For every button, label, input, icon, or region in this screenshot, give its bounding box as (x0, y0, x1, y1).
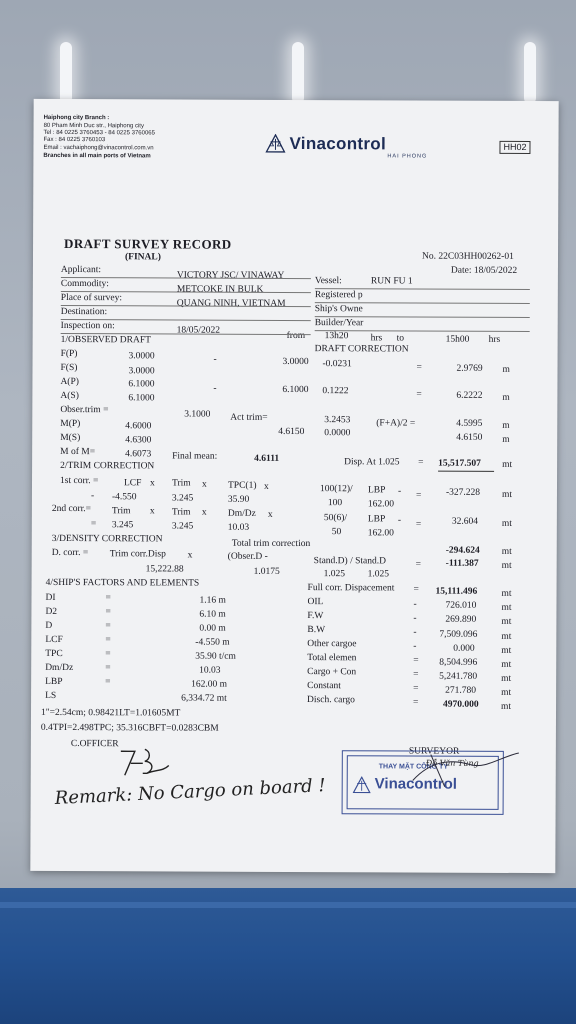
total-trim-unit: mt (501, 546, 512, 557)
elem-label-total: Total elemen (307, 653, 357, 664)
surveyor-signature-icon (411, 751, 521, 791)
hrs-label: hrs (370, 333, 383, 344)
disp-value: 15,517.507 (438, 458, 481, 469)
place-label: Place of survey: (60, 292, 123, 304)
frac1-bottom: 100 (327, 498, 343, 509)
ceiling-light (524, 42, 536, 104)
surveyor-name: Đỗ Văn Tùng (425, 758, 479, 768)
lbp-value-2: 162.00 (367, 528, 394, 539)
elem-label-bw: B.W (307, 625, 326, 636)
conversion-line-1: 1"=2.54cm; 0.98421LT=1.01605MT (40, 707, 181, 719)
total-trim-label: Total trim correction (231, 538, 311, 550)
frac1-lbp: LBP (367, 485, 386, 496)
branch-address: 80 Pham Minh Duc str., Haiphong city (43, 122, 144, 130)
f-mid: 3.0000 (282, 356, 309, 368)
scales-logo-icon (265, 134, 285, 154)
commodity-value: METCOKE IN BULK (176, 284, 264, 295)
record-date: Date: 18/05/2022 (450, 265, 518, 276)
trim-section: 2/TRIM CORRECTION (60, 460, 155, 472)
act-trim-label: Act trim= (230, 412, 268, 423)
to-time: 15h00 (445, 334, 470, 345)
ap-dash: - (213, 383, 217, 394)
dmdz-value: 10.03 (227, 522, 250, 533)
factor-value-ls: 6,334.72 mt (181, 693, 227, 704)
fs-value: 3.0000 (128, 366, 155, 377)
elem-value-total: 8,504.996 (439, 657, 478, 668)
to-label: to (396, 333, 405, 344)
d-corr-unit: mt (501, 560, 512, 571)
total-trim-value: -294.624 (445, 545, 480, 556)
f-correction: -0.0231 (322, 359, 352, 370)
second-corr-result: 32.604 (451, 516, 478, 527)
elem-unit-total: mt (501, 659, 512, 670)
elem-label-other: Other cargoe (307, 639, 357, 650)
a-mid: 6.1000 (282, 384, 309, 396)
stamp-scales-icon (353, 776, 371, 794)
vessel-value: RUN FU 1 (370, 276, 413, 287)
ms-unit: m (502, 434, 510, 445)
m-correction: 0.0000 (324, 428, 351, 439)
factor-label-dmdz: Dm/Dz (45, 662, 74, 674)
vessel-label: Vessel: (314, 276, 342, 287)
f-eq: = (416, 362, 422, 373)
surveyor-label: SURVEYOR (408, 746, 460, 757)
first-corr-unit: mt (501, 489, 513, 500)
frac2-bottom: 50 (331, 527, 342, 538)
mp-unit: m (502, 420, 510, 431)
elem-value-bw: 7,509.096 (439, 629, 478, 640)
destination-label: Destination: (60, 306, 108, 318)
remark-handwritten: Remark: No Cargo on board ! (54, 775, 327, 810)
first-corr-result: -327.228 (445, 487, 481, 498)
elem-value-cargo: 5,241.780 (439, 671, 478, 682)
disp-unit: mt (502, 459, 513, 470)
page-title: DRAFT SURVEY RECORD (64, 235, 232, 252)
density-formula-c: (Obser.D - (227, 551, 268, 562)
record-number: No. 22C03HH00262-01 (421, 251, 514, 262)
d-corr-value: -111.387 (445, 558, 479, 569)
final-mean-value: 4.6111 (254, 453, 280, 464)
factors-section: 4/SHIP'S FACTORS AND ELEMENTS (45, 577, 200, 589)
ap-value: 6.1000 (128, 379, 155, 390)
trim-label-2: Trim (111, 506, 131, 517)
trim-label-3: Trim (171, 507, 191, 518)
obser-d: 1.0175 (253, 566, 280, 577)
frac2-top: 50(6)/ (323, 513, 348, 524)
applicant-label: Applicant: (60, 264, 102, 276)
officer-signature-icon (117, 745, 173, 785)
factor-label-tpc: TPC (45, 648, 63, 659)
factor-value-lbp: 162.00 m (191, 679, 228, 690)
obser-trim-value: 3.1000 (184, 409, 211, 420)
elem-value-other: 0.000 (453, 643, 475, 654)
fs-label: F(S) (60, 362, 78, 374)
density-disp: 15,222.88 (145, 564, 184, 575)
second-trim-a: 3.245 (111, 520, 134, 531)
blue-signboard (0, 888, 576, 1024)
factor-label-lcf: LCF (45, 634, 63, 645)
second-corr-unit: mt (501, 518, 512, 529)
elem-value-disch: 4970.000 (443, 699, 479, 710)
elem-value-oil: 726.010 (445, 600, 477, 611)
elem-unit-oil: mt (501, 602, 512, 613)
obser-trim-label: Obser.trim = (60, 404, 109, 416)
frac1-top: 100(12)/ (319, 484, 353, 495)
factor-value-lcf: -4.550 m (195, 637, 230, 648)
d-corr-label: D. corr. = (51, 547, 89, 559)
branch-email: Email : vachaiphong@vinacontrol.com.vn (43, 144, 154, 152)
m-mid: 4.6150 (278, 426, 305, 438)
mp-label: M(P) (60, 418, 81, 430)
elem-value-constant: 271.780 (445, 685, 477, 696)
ceiling-light (292, 42, 304, 104)
conversion-line-2: 0.4TPI=2.498TPC; 35.316CBFT=0.0283CBM (40, 722, 219, 734)
trim-label: Trim (171, 478, 191, 489)
logo-city: HAI PHONG (387, 153, 428, 160)
density-formula-a: Trim corr.Disp (109, 549, 166, 560)
elem-unit-constant: mt (501, 687, 512, 698)
lcf-value: -4.550 (111, 492, 137, 503)
factor-value-d2: 6.10 m (199, 609, 226, 620)
elem-label-cargo: Cargo + Con (307, 667, 357, 678)
ceiling-light (60, 42, 72, 104)
fp-value: 3.0000 (128, 351, 155, 362)
fp-dash: - (213, 354, 217, 365)
elem-label-constant: Constant (307, 681, 341, 692)
stamp-logo: Vinacontrol (374, 775, 457, 793)
first-corr-label: 1st corr. = (59, 475, 99, 487)
dmdz-label: Dm/Dz (227, 508, 256, 519)
branch-note: Branches in all main ports of Vietnam (43, 152, 151, 160)
page-subtitle: (FINAL) (124, 252, 161, 263)
m-of-m-label: M of M= (60, 446, 96, 458)
density-section: 3/DENSITY CORRECTION (51, 533, 163, 545)
factor-label-d2: D2 (45, 606, 58, 617)
elem-label-full: Full corr. Dispacement (307, 583, 395, 594)
from-time: 13h20 (324, 331, 349, 342)
ms-value: 4.6300 (125, 435, 152, 446)
commodity-label: Commodity: (60, 278, 109, 290)
elem-unit-bw: mt (501, 631, 512, 642)
stamp-text: THAY MẶT CÔNG TY (378, 763, 449, 771)
elem-unit-other: mt (501, 645, 512, 656)
factor-value-d: 0.00 m (199, 623, 226, 634)
lbp-value: 162.00 (367, 499, 395, 510)
second-corr-label: 2nd corr.= (51, 503, 92, 515)
a-unit: m (502, 392, 510, 403)
factor-label-di: DI (45, 592, 56, 603)
hrs-label-2: hrs (488, 334, 501, 345)
act-trim-value: 3.2453 (324, 415, 351, 426)
lcf-label: LCF (123, 478, 142, 489)
elem-label-fw: F.W (307, 611, 324, 622)
a-eq: = (416, 389, 422, 400)
survey-document: Haiphong city Branch : 80 Pham Minh Duc str., Haiphong city Tel : 84 0225 3760453 - 84 0225 3760065 Fax : 84 0225 3760103 Email : vachaiphong@vinacontrol.com.vn Branches in all main ports of Vietnam Vinacontrol HAI PHONG HH02 DRAFT SURVEY RECORD (FINAL) No. 22C03HH00262-01 Date: 18/05/2022 Applicant: VICTORY JSC/ VINAWAY Commodity: METCOKE IN BULK Place of survey: QUANG NINH, VIETNAM Destination: Inspection on: 18/05/2022 Vessel: RUN FU 1 Registered p Ship's Owne Builder/Year from 13h20 hrs to 15h00 hrs 1/OBSERVED DRAFT DRAFT CORRECTION F(P) 3.0000 - F(S) 3.0000 3.0000 -0.0231 = 2.9769 m A(P) 6.1000 - A(S) 6.1000 6.1000 0.1222 = 6.2222 m Obser.trim = 3.1000 Act trim= 3.2453 (F+A)/2 = M(P) 4.6000 4.5995 m M(S) 4.6300 4.6150 0.0000 4.6150 m M of M= 4.6073 Final mean: 4.6111 Disp. At 1.025 = 15,517.507 mt 2/TRIM CORRECTION 1st corr. = LCF x Trim x TPC(1) x - -4.550 3.245 35.90 100(12)/ LBP - 100 162.00 = -327.228 mt 2nd corr.= Trim x Trim x Dm/Dz x = 3.245 3.245 10.03 50(6)/ LBP - 50 162.00 = 32.604 mt 3/DENSITY CORRECTION Total trim correction -294.624 mt D. corr. = Trim corr.Disp x (Obser.D - Stand.D) / Stand.D = -111.387 mt 15,222.88 1.0175 1.025 1.025 4/SHIP'S FACTORS AND ELEMENTS DI = 1.16 m D2 = 6.10 m D = 0.00 m LCF = -4.550 m TPC = 35.90 t/cm Dm/Dz = 10.03 LBP = 162.00 m LS 6,334.72 mt Full corr. Dispacement = 15,111.496 mt OIL - 726.010 mt F.W - 269.890 mt B.W - 7,509.096 mt Other cargoe - 0.000 mt Total elemen = 8,504.996 mt Cargo + Con = 5,241.780 mt Constant = 271.780 mt Disch. cargo = 4970.000 mt 1"=2.54cm; 0.98421LT=1.01605MT 0.4TPI=2.498TPC; 35.316CBFT=0.0283CBM C.OFFICER SURVEYOR THAY MẶT CÔNG TY Vinacontrol Đỗ Văn Tùng Remark: No Cargo on board ! (30, 99, 558, 873)
elem-unit-disch: mt (501, 701, 512, 712)
f-unit: m (502, 364, 510, 375)
disp-label: Disp. At 1.025 (344, 457, 400, 468)
frac2-lbp: LBP (367, 514, 386, 525)
elem-unit-fw: mt (501, 616, 512, 627)
from-label: from (286, 330, 306, 342)
builder-label: Builder/Year (314, 318, 364, 329)
factor-value-dmdz: 10.03 (199, 665, 221, 676)
elem-unit-full: mt (501, 588, 512, 599)
fp-label: F(P) (60, 348, 78, 360)
m-of-m-value: 4.6073 (125, 449, 152, 460)
second-trim-b: 3.245 (171, 521, 194, 532)
elem-label-disch: Disch. cargo (307, 695, 355, 706)
branch-tel: Tel : 84 0225 3760453 - 84 0225 3760065 (43, 129, 155, 137)
form-code: HH02 (499, 141, 530, 154)
stand-d-2: 1.025 (367, 569, 390, 580)
officer-label: C.OFFICER (70, 739, 119, 750)
factor-label-lbp: LBP (45, 676, 63, 687)
density-formula-d: Stand.D) / Stand.D (313, 556, 387, 567)
a-correction: 0.1222 (322, 386, 349, 397)
place-value: QUANG NINH, VIETNAM (176, 298, 286, 309)
elem-label-oil: OIL (307, 597, 324, 608)
factor-label-ls: LS (45, 690, 57, 701)
stand-d-1: 1.025 (323, 569, 346, 580)
applicant-value: VICTORY JSC/ VINAWAY (176, 270, 285, 281)
f-result: 2.9769 (456, 363, 483, 374)
inspection-date: 18/05/2022 (176, 325, 220, 336)
branch-name: Haiphong city Branch : (43, 114, 110, 122)
elem-value-fw: 269.890 (445, 614, 477, 625)
as-label: A(S) (60, 390, 79, 402)
mp-result: 4.5995 (456, 418, 483, 429)
trim-value: 3.245 (171, 493, 194, 504)
elem-value-full: 15,111.496 (435, 586, 478, 597)
final-mean-label: Final mean: (172, 451, 218, 462)
inspection-label: Inspection on: (60, 320, 115, 332)
ap-label: A(P) (60, 376, 79, 388)
branch-fax: Fax : 84 0225 3760103 (43, 136, 106, 144)
mid-formula: (F+A)/2 = (376, 418, 416, 429)
density-formula-b: x (187, 550, 193, 561)
owner-label: Ship's Owne (314, 304, 363, 315)
tpc1-label: TPC(1) (227, 480, 257, 491)
factor-value-tpc: 35.90 t/cm (195, 651, 236, 662)
a-result: 6.2222 (456, 390, 483, 401)
registered-label: Registered p (314, 290, 363, 301)
ms-label: M(S) (60, 432, 81, 444)
mp-value: 4.6000 (125, 421, 152, 432)
tpc-value: 35.90 (227, 494, 250, 505)
observed-section: 1/OBSERVED DRAFT (60, 334, 151, 346)
factor-label-d: D (45, 620, 53, 631)
ms-result: 4.6150 (456, 432, 483, 443)
factor-value-di: 1.16 m (199, 595, 226, 606)
elem-unit-cargo: mt (501, 673, 512, 684)
draft-correction-heading: DRAFT CORRECTION (314, 344, 409, 355)
company-logo: Vinacontrol (289, 133, 387, 154)
as-value: 6.1000 (128, 393, 155, 404)
